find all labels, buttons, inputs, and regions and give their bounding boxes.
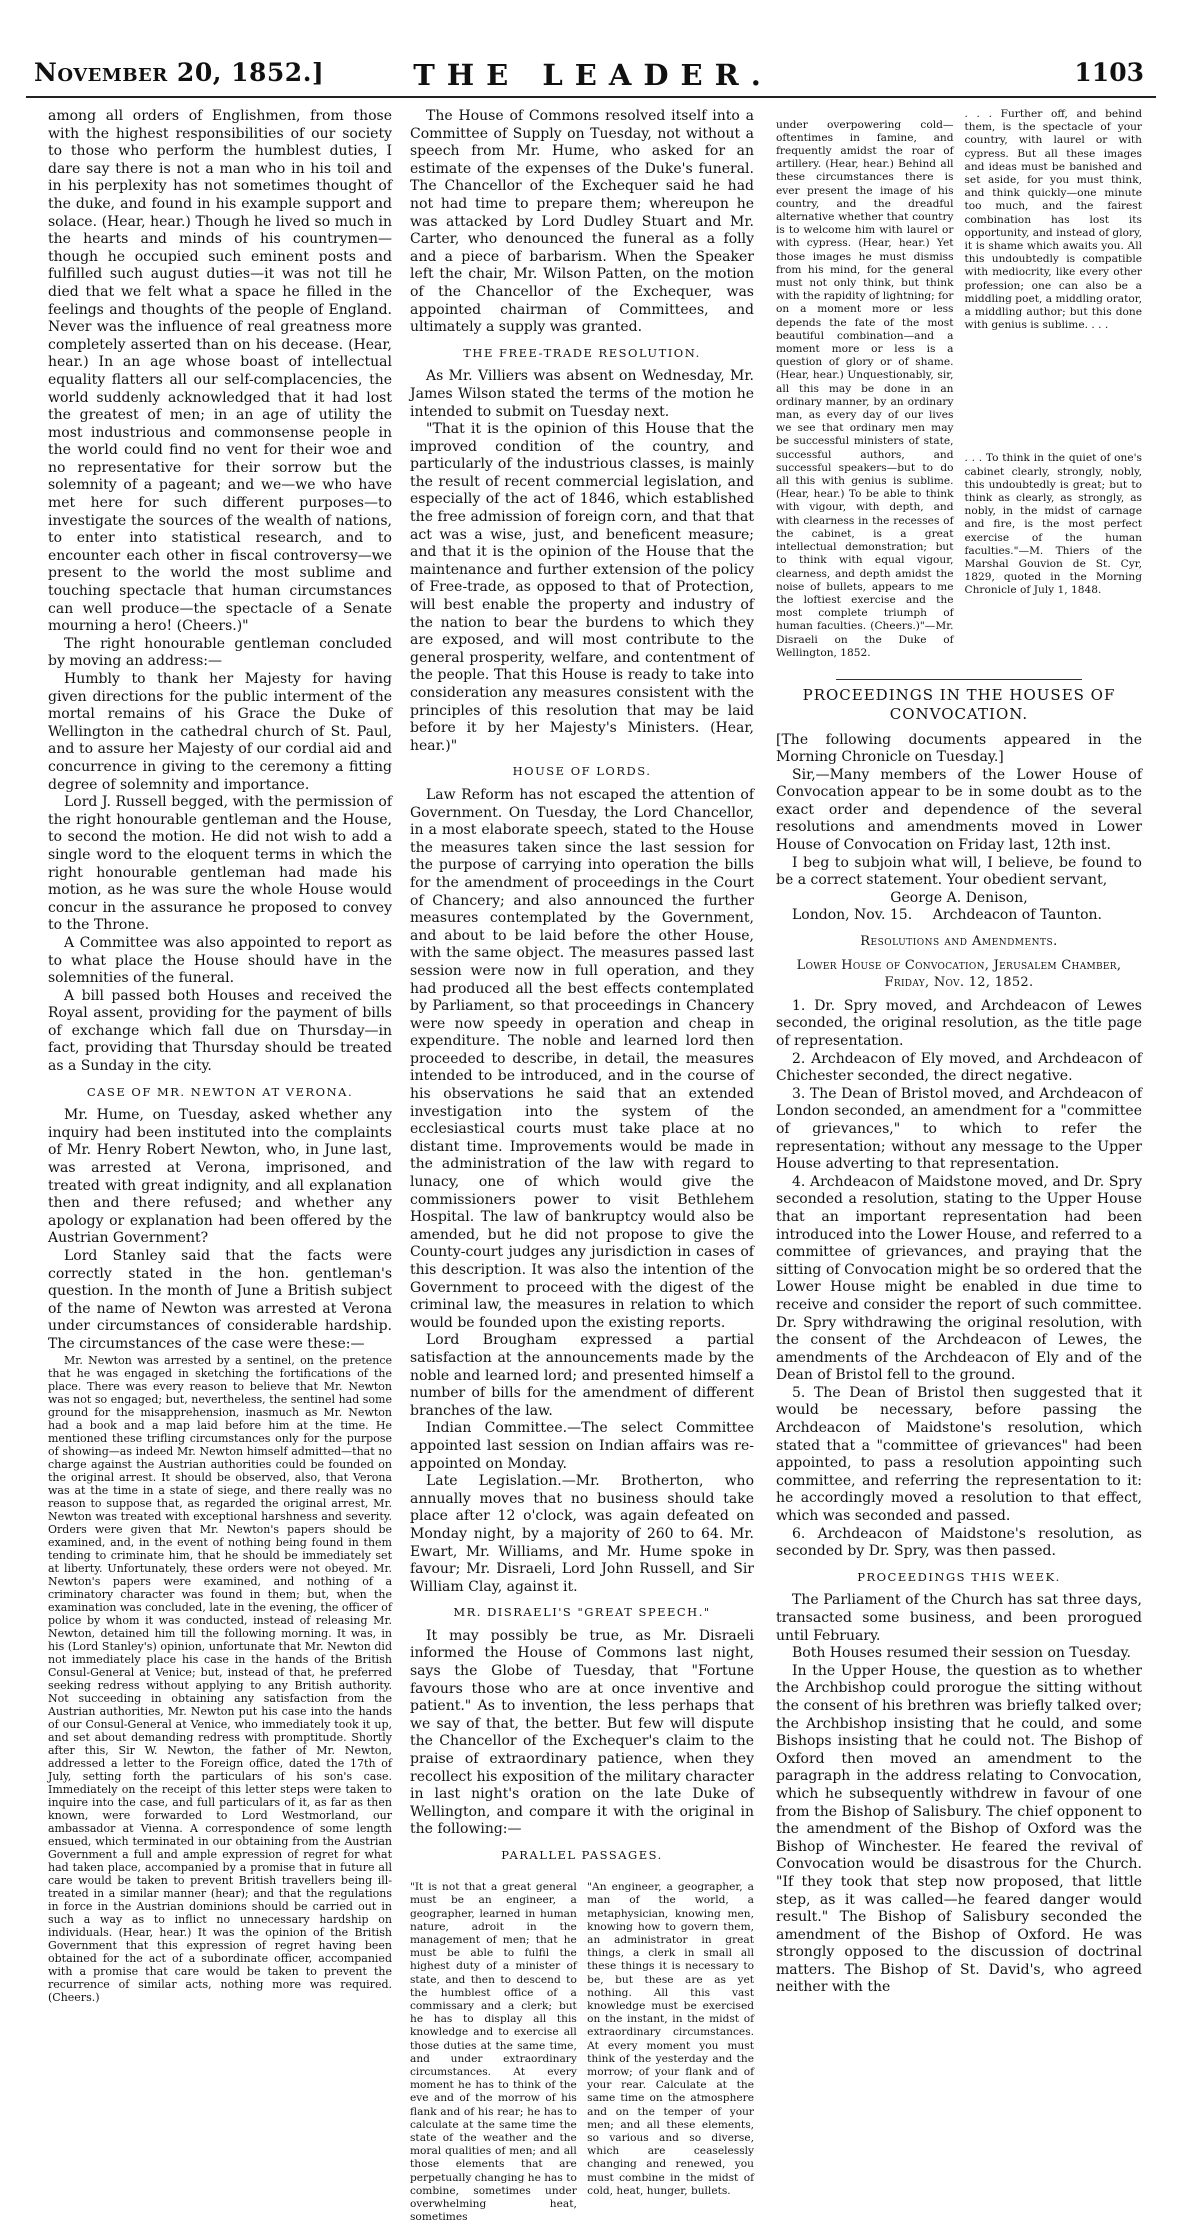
paragraph: The Parliament of the Church has sat three days, transacted some business, and been prorogued until February.: [776, 1592, 1142, 1644]
sub-heading: Resolutions and Amendments.: [860, 934, 1058, 950]
column-3: [776, 108, 1142, 1996]
paragraph: Indian Committee.—The select Committee appointed last session on Indian affairs was re-appointed on Monday.: [410, 1420, 754, 1472]
paragraph: Late Legislation.—Mr. Brotherton, who annually moves that no business should take place after 12 o'clock, was again defeated on Monday night, by a majority of 260 to 64. Mr. Ewart, Mr. Williams, and Mr. Hume spoke in favour; Mr. Disraeli, Lord John Russell, and Sir William Clay, against it.: [410, 1473, 754, 1595]
passage-left: under overpowering cold—oftentimes in famine, and frequently amidst the roar of artillery. (Hear, hear.) Behind all these circumstances there is ever present the image of his country, and the dreadful alternative whether that country is to welcome him with laurel or with cypress. (Hear, hear.) Yet those images he must dismiss from his mind, for the general must not only think, but think with the rapidity of lightning; for on a moment more or less depends the fate of the most beautiful combination—and a moment more or less is a question of glory or of shame. (Hear, hear.) Unquestionably, sir, all this may be done in an ordinary manner, by an ordinary man, as every day of our lives we see that ordinary men may be successful ministers of state, successful authors, and successful speakers—but to do all this with genius is sublime. (Hear, hear.) To be able to think with vigour, with depth, and with clearness in the recesses of the cabinet, is a great intellectual demonstration; but to think with equal vigour, clearness, and depth amidst the noise of bullets, appears to me the loftiest exercise and the most complete triumph of human faculties. (Cheers.)"—Mr. Disraeli on the Duke of Wellington, 1852.: [776, 118, 954, 659]
resolution-item: 6. Archdeacon of Maidstone's resolution, as seconded by Dr. Spry, was then passed.: [776, 1525, 1142, 1560]
passage-right: "An engineer, a geographer, a man of the world, a metaphysician, knowing men, knowing how to govern them, an administrator in great things, a clerk in small all these things it is necessary to be, but these are as yet nothing. All this vast knowledge must be exercised on the instant, in the midst of extraordinary circumstances. At every moment you must think of the yesterday and the morrow; of your flank and of your rear. Calculate at the same time on the atmosphere and on the temper of your men; and all these elements, so various and so diverse, which are ceaselessly changing and renewed, you must combine in the midst of cold, heat, hunger, bullets.: [587, 1881, 754, 2197]
article-heading: PROCEEDINGS IN THE HOUSES OF CONVOCATION.: [802, 685, 1116, 723]
paragraph: As Mr. Villiers was absent on Wednesday, Mr. James Wilson stated the terms of the motion he intended to submit on Tuesday next.: [410, 368, 754, 420]
section-heading: PARALLEL PASSAGES.: [501, 1848, 663, 1862]
paragraph: Lord Stanley said that the facts were correctly stated in the hon. gentleman's question. In the month of June a British subject of the name of Newton was arrested at Verona under circumstances of considerable hardship. The circumstances of the case were these:—: [48, 1248, 392, 1352]
passage-right-group: [965, 108, 1143, 671]
address-text: Humbly to thank her Majesty for having given directions for the public interment of the mortal remains of his Grace the Duke of Wellington in the cathedral church of St. Paul, and to assure her Majesty of our cordial aid and concurrence in giving to the ceremony a fitting degree of solemnity and importance.: [48, 671, 392, 793]
resolution-item: 1. Dr. Spry moved, and Archdeacon of Lewes seconded, the original resolution, as the title page of representation.: [776, 997, 1142, 1050]
parallel-passages: [410, 1871, 754, 2235]
sub-heading: Lower House of Convocation, Jerusalem Chamber, Friday, Nov. 12, 1852.: [796, 957, 1122, 991]
resolution-item: 4. Archdeacon of Maidstone moved, and Dr. Spry seconded a resolution, stating to the Upper House that an important representation had been introduced into the Lower House, and referred to a committee of grievances, and praying that the sitting of Convocation might be so ordered that the Lower House might be enabled in due time to receive and consider the report of such committee. Dr. Spry withdrawing the original resolution, with the consent of the Archdeacon of Lewes, the amendments of the Archdeacon of Ely and of the Dean of Bristol fell to the ground.: [776, 1173, 1142, 1384]
paragraph: Lord J. Russell begged, with the permission of the right honourable gentleman and the House, to second the motion. He did not wish to add a single word to the eloquent terms in which the right honourable gentleman had made his motion, as he was sure the whole House would concur in the assurance he proposed to convey to the Throne.: [48, 794, 392, 934]
paragraph: It may possibly be true, as Mr. Disraeli informed the House of Commons last night, says the Globe of Tuesday, that "Fortune favours those who are at once inventive and patient." As to invention, the less perhaps that we say of that, the better. But few will dispute the Chancellor of the Exchequer's claim to the praise of extraordinary patience, when they recollect his exposition of the military character in last night's oration on the late Duke of Wellington, and compare it with the original in the following:—: [410, 1627, 754, 1838]
paragraph: The House of Commons resolved itself into a Committee of Supply on Tuesday, not without a speech from Mr. Hume, who asked for an estimate of the expenses of the Duke's funeral. The Chancellor of the Exchequer said he had not had time to prepare them; whereupon he was attacked by Lord Dudley Stuart and Mr. Carter, who denounced the funeral as a folly and a piece of barbarism. When the Speaker left the chair, Mr. Wilson Patten, on the motion of the Chancellor of the Exchequer, was appointed chairman of Committees, and ultimately a supply was granted.: [410, 108, 754, 336]
passage-right: . . . Further off, and behind them, is the spectacle of your country, with laurel or with cypress. But all these images and ideas must be banished and set aside, for you must think, and think quickly—one minute too much, and the fairest combination has lost its opportunity, and instead of glory, it is shame which awaits you. All this undoubtedly is compatible with mediocrity, like every other profession; one can also be a middling poet, a middling orator, a middling author; but this done with genius is sublime. . . .: [964, 108, 1142, 332]
paragraph: Law Reform has not escaped the attention of Government. On Tuesday, the Lord Chancellor, in a most elaborate speech, stated to the House the measures taken since the last session for the purpose of carrying into operation the bills for the amendment of proceedings in the Court of Chancery; and also announced the further measures contemplated by the Government, and about to be laid before the other House, with the same object. The measures passed last session were now in full operation, and they had produced all the best effects contemplated by Parliament, so that proceedings in Chancery were now speedy in operation and cheap in expenditure. The noble and learned lord then proceeded to describe, in detail, the measures intended to be introduced, and in the course of his observations he said that an extended investigation into the system of the ecclesiastical courts must take place at no distant time. Improvements would be made in the administration of the law with regard to lunacy, one of which would give the commissioners power to visit Bethlehem Hospital. The law of bankruptcy would also be amended, but he did not propose to give the County-court judges any jurisdiction in cases of this description. It was also the intention of the Government to proceed with the digest of the criminal law, the measures in relation to which would be founded upon the existing reports.: [410, 786, 754, 1331]
paragraph: Both Houses resumed their session on Tuesday.: [792, 1645, 1132, 1662]
section-heading: MR. DISRAELI'S "GREAT SPEECH.": [453, 1605, 711, 1620]
signature-line: [776, 907, 1142, 925]
paragraph: [The following documents appeared in the Morning Chronicle on Tuesday.]: [776, 731, 1142, 766]
page-number: 1103: [1074, 58, 1144, 87]
paragraph: among all orders of Englishmen, from those with the highest responsibilities of our society to those who perform the humblest duties, I dare say there is not a man who in his toil and in his perplexity has not sometimes thought of the duke, and found in his example support and solace. (Hear, hear.) Though he lived so much in the hearts and minds of his countrymen—though he occupied such eminent posts and fulfilled such august duties—it was not till he died that we felt what a space he filled in the feelings and thoughts of the people of England. Never was the influence of real greatness more completely asserted than on his decease. (Hear, hear.) In an age whose boast of intellectual equality flatters all our self-complacencies, the world suddenly acknowledged that it had lost the greatest of men; in an age of utility the most industrious and commonsense people in the world could find no vent for their woe and no representative for their sorrow but the solemnity of a pageant; and we—we who have met here for such different purposes—to investigate the sources of the wealth of nations, to enter into statistical research, and to encounter each other in fiscal controversy—we present to the world the most sublime and touching spectacle that human circumstances can well produce—the spectacle of a Senate mourning a hero! (Cheers.)": [48, 108, 392, 635]
paragraph: I beg to subjoin what will, I believe, be found to be a correct statement. Your obedient servant,: [776, 854, 1142, 889]
resolution-item: 3. The Dean of Bristol moved, and Archdeacon of London seconded, an amendment for a "committee of grievances," to which to refer the representation; without any message to the Upper House adverting to that representation.: [776, 1085, 1142, 1173]
header-rule: [26, 96, 1156, 98]
passage-right: . . . To think in the quiet of one's cabinet clearly, strongly, nobly, this undoubtedly is great; but to think as clearly, as strongly, as nobly, in the midst of carnage and fire, is the most perfect exercise of the human faculties."—M. Thiers of the Marshal Gouvion de St. Cyr, 1829, quoted in the Morning Chronicle of July 1, 1848.: [964, 452, 1142, 597]
paragraph: The right honourable gentleman concluded by moving an address:—: [48, 635, 392, 670]
resolution-item: 2. Archdeacon of Ely moved, and Archdeacon of Chichester seconded, the direct negative.: [776, 1050, 1142, 1085]
paragraph: In the Upper House, the question as to whether the Archbishop could prorogue the sitting without the consent of his brethren was briefly talked over; the Archbishop insisting that he could, and some Bishops insisting that he could not. The Bishop of Oxford then moved an amendment to the paragraph in the address relating to Convocation, which he subsequently withdrew in favour of one from the Bishop of Salisbury. The chief opponent to the amendment of the Bishop of Oxford was the Bishop of Winchester. He feared the revival of Convocation would be disastrous for the Church. "If they took that step now proposed, that little step, as it was called—he feared danger would result." The Bishop of Salisbury seconded the amendment of the Bishop of Oxford. He was strongly opposed to the discussion of doctrinal matters. The Bishop of St. David's, who agreed neither with the: [776, 1662, 1142, 1996]
masthead: [28, 58, 1158, 98]
paragraph: A Committee was also appointed to report as to what place the House should have in the solemnities of the funeral.: [48, 934, 392, 987]
section-heading: PROCEEDINGS THIS WEEK.: [857, 1569, 1061, 1584]
paragraph-small: Mr. Newton was arrested by a sentinel, on the pretence that he was engaged in sketching the fortifications of the place. There was every reason to believe that Mr. Newton was not so engaged; but, nevertheless, the sentinel had some ground for the misapprehension, inasmuch as Mr. Newton had a book and a map laid before him at the time. He mentioned these trifling circumstances only for the purpose of showing—as indeed Mr. Newton himself admitted—that no charge against the Austrian authorities could be founded on the original arrest. It should be observed, also, that Verona was at the time in a state of siege, and there really was no reason to suppose that, as regarded the original arrest, Mr. Newton was treated with exceptional harshness and severity. Orders were given that Mr. Newton's papers should be examined, and, in the event of nothing being found in them tending to criminate him, that he should be immediately set at liberty. Unfortunately, these orders were not obeyed. Mr. Newton's papers were examined, and nothing of a criminatory character was found in them; but, when the examination was concluded, late in the evening, the officer of police by whom it was conducted, instead of releasing Mr. Newton, detained him till the following morning. It was, in his (Lord Stanley's) opinion, unfortunate that Mr. Newton did not immediately place his case in the hands of the British Consul-General at Venice; but, instead of that, he preferred seeking redress without applying to any British authority. Not succeeding in obtaining any satisfaction from the Austrian authorities, Mr. Newton put his case into the hands of our Consul-General at Venice, who immediately took it up, and set about demanding redress with promptitude. Shortly after this, Sir W. Newton, the father of Mr. Newton, addressed a letter to the Foreign office, dated the 17th of July, setting forth the particulars of his son's case. Immediately on the receipt of this letter steps were taken to inquire into the case, and full particulars of it, as far as then known, were forwarded to Lord Westmorland, our ambassador at Vienna. A correspondence of some length ensued, which terminated in our obtaining from the Austrian Government a full and ample expression of regret for what had taken place, accompanied by a promise that in future all care would be taken to prevent British travellers being ill-treated in a similar manner (hear); and that the regulations in force in the Austrian dominions should be carried out in such a way as to inflict no unnecessary hardship on individuals. (Hear, hear.) It was the opinion of the British Government that this expression of regret having been obtained for the act of a subordinate officer, accompanied with a promise that care would be taken to prevent the recurrence of similar acts, nothing more was required. (Cheers.): [48, 1353, 392, 2004]
signature-title: Archdeacon of Taunton.: [932, 907, 1102, 924]
paragraph: Lord Brougham expressed a partial satisfaction at the announcements made by the noble and learned lord; and presented himself a number of bills for the amendment of different branches of the law.: [410, 1332, 754, 1419]
section-heading: THE FREE-TRADE RESOLUTION.: [463, 345, 701, 360]
paragraph: Mr. Hume, on Tuesday, asked whether any inquiry had been instituted into the complaints of Mr. Henry Robert Newton, who, in June last, was arrested at Verona, imprisoned, and treated with great indignity, and all explanation then and there refused; and whether any apology or explanation had been offered by the Austrian Government?: [48, 1107, 392, 1247]
newspaper-title: THE LEADER.: [413, 58, 773, 92]
section-heading: CASE OF MR. NEWTON AT VERONA.: [86, 1084, 354, 1099]
paragraph: Sir,—Many members of the Lower House of Convocation appear to be in some doubt as to the exact order and dependence of the several resolutions and amendments moved in Lower House of Convocation on Friday last, 12th inst.: [776, 766, 1142, 854]
section-heading: HOUSE OF LORDS.: [512, 764, 652, 779]
signature-name: George A. Denison,: [890, 889, 1028, 906]
paragraph: A bill passed both Houses and received the Royal assent, providing for the payment of bills of exchange which fall due on Thursday—in fact, providing that Thursday should be treated as a Sunday in the city.: [48, 987, 392, 1075]
resolution-item: 5. The Dean of Bristol then suggested that it would be necessary, before passing the Archdeacon of Maidstone's resolution, which stated that a "committee of grievances" had been appointed, to pass a resolution appointing such committee, and referring the representation to it: he accordingly moved a resolution to that effect, which was seconded and passed.: [776, 1384, 1142, 1525]
signature-place: London, Nov. 15.: [792, 907, 913, 924]
passage-left: "It is not that a great general must be an engineer, a geographer, learned in human nature, adroit in the management of men; that he must be able to fulfil the highest duty of a minister of state, and then to descend to the humblest office of a commissary and a clerk; but he has to display all this knowledge and to exercise all those duties at the same time, and under extraordinary circumstances. At every moment he has to think of the eve and of the morrow of his flank and of his rear; he has to calculate at the same time the state of the weather and the moral qualities of men; and all those elements that are perpetually changing he has to combine, sometimes under overwhelming heat, sometimes: [410, 1881, 577, 2224]
resolution-quote: "That it is the opinion of this House that the improved condition of the country, and particularly of the industrious classes, is mainly the result of recent commercial legislation, and especially of the act of 1846, which established the free admission of foreign corn, and that that act was a wise, just, and beneficent measure; and that it is the opinion of the House that the maintenance and further extension of the policy of Free-trade, as opposed to that of Protection, will best enable the property and industry of the nation to bear the burdens to which they are exposed, and will most contribute to the general prosperity, welfare, and contentment of the people. That this House is ready to take into consideration any measures consistent with the principles of this resolution that may be laid before it by her Majesty's Ministers. (Hear, hear.)": [410, 421, 754, 754]
column-2: [410, 108, 754, 2224]
column-1: [48, 108, 392, 2004]
issue-date: November 20, 1852.]: [34, 58, 325, 87]
parallel-passages-continued: [776, 108, 1142, 671]
divider: [836, 679, 1082, 680]
